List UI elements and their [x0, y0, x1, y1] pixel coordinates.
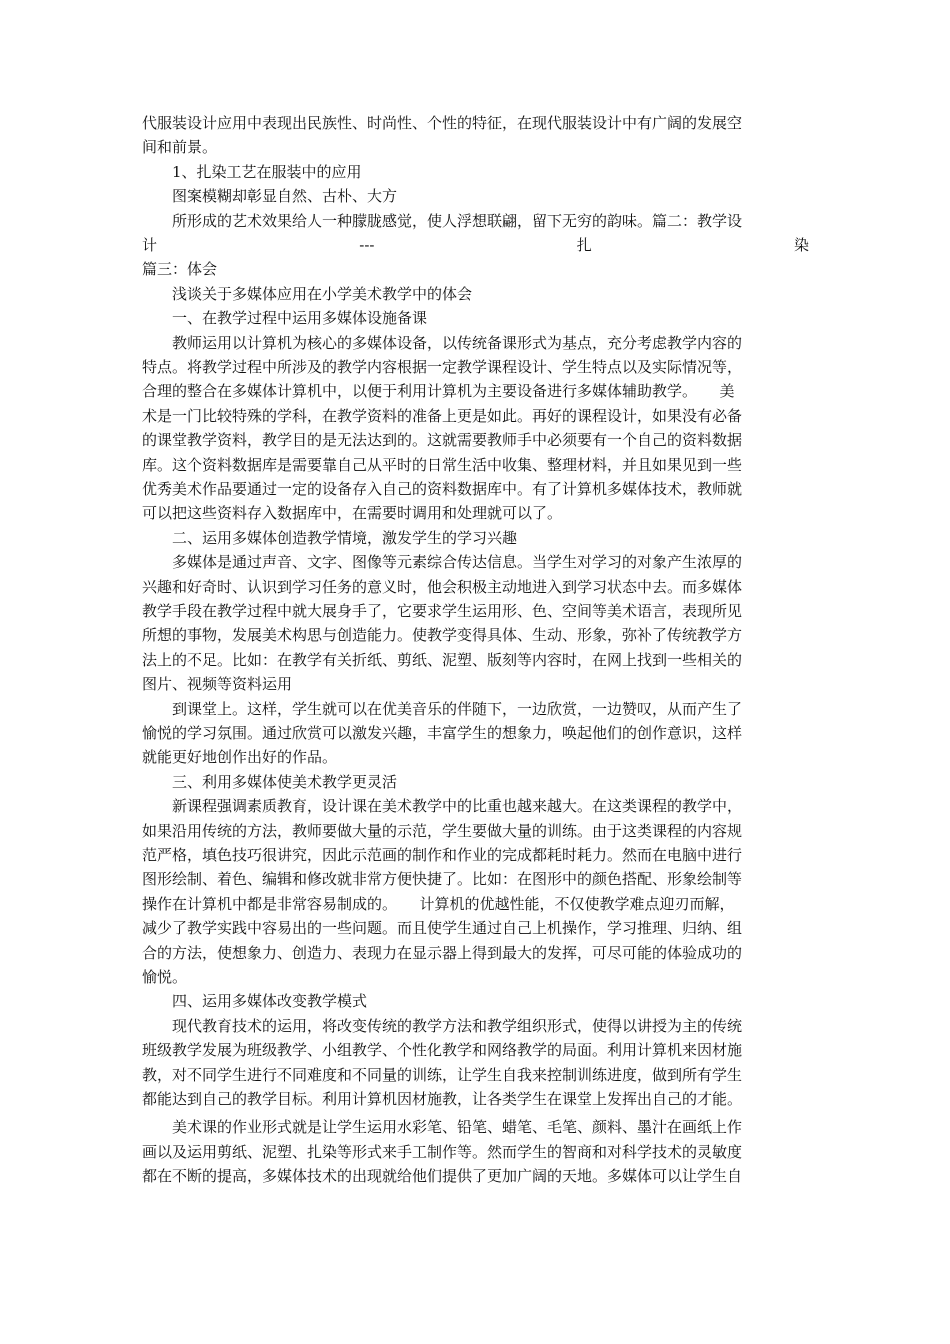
text-line: 间和前景。 [142, 138, 218, 157]
spread-word: 染 [793, 236, 809, 254]
text-line: 画以及运用剪纸、泥塑、扎染等形式来手工制作等。然而学生的智商和对科学技术的灵敏度 [142, 1142, 743, 1161]
text-line: 兴趣和好奇时、认识到学习任务的意义时，他会积极主动地进入到学习状态中去。而多媒体 [142, 577, 743, 596]
text-line: 美术课的作业形式就是让学生运用水彩笔、铅笔、蜡笔、毛笔、颜料、墨汁在画纸上作 [172, 1118, 743, 1137]
text-line: 1、扎染工艺在服装中的应用 [172, 162, 362, 181]
text-line: 术是一门比较特殊的学科，在教学资料的准备上更是如此。再好的课程设计，如果没有必备 [142, 406, 743, 425]
text-line: 到课堂上。这样，学生就可以在优美音乐的伴随下，一边欣赏，一边赞叹，从而产生了 [172, 699, 743, 718]
text-line: 库。这个资料数据库是需要靠自己从平时的日常生活中收集、整理材料，并且如果见到一些 [142, 455, 743, 474]
text-line: 愉悦。 [142, 968, 188, 986]
text-line: 就能更好地创作出好的作品。 [142, 748, 338, 767]
text-line: 愉悦的学习氛围。通过欣赏可以激发兴趣，丰富学生的想象力，唤起他们的创作意识，这样 [142, 724, 743, 742]
text-line: 可以把这些资料存入数据库中，在需要时调用和处理就可以了。 [142, 504, 563, 523]
spread-word: --- [359, 236, 375, 254]
text-line: 图案模糊却彰显自然、古朴、大方 [172, 187, 398, 206]
text-line: 篇三：体会 [142, 260, 218, 279]
text-line: 都能达到自己的教学目标。利用计算机因材施教，让各类学生在课堂上发挥出自己的才能。 [142, 1090, 743, 1108]
text-line: 四、运用多媒体改变教学模式 [172, 992, 368, 1011]
text-line: 都在不断的提高，多媒体技术的出现就给他们提供了更加广阔的天地。多媒体可以让学生自 [142, 1167, 743, 1186]
text-line: 法上的不足。比如：在教学有关折纸、剪纸、泥塑、版刻等内容时，在网上找到一些相关的 [142, 650, 743, 669]
text-line: 二、运用多媒体创造教学情境，激发学生的学习兴趣 [172, 528, 518, 547]
text-line: 优秀美术作品要通过一定的设备存入自己的资料数据库中。有了计算机多媒体技术，教师就 [142, 480, 743, 498]
text-line: 所形成的艺术效果给人一种朦胧感觉，使人浮想联翩，留下无穷的韵味。篇二：教学设 [172, 211, 743, 230]
text-line: 操作在计算机中都是非常容易制成的。 计算机的优越性能，不仅使教学难点迎刃而解， [142, 894, 735, 913]
text-line: 图片、视频等资料运用 [142, 675, 293, 694]
text-line: 所想的事物，发展美术构思与创造能力。使教学变得具体、生动、形象，弥补了传统教学方 [142, 626, 743, 645]
text-line: 图形绘制、着色、编辑和修改就非常方便快捷了。比如：在图形中的颜色搭配、形象绘制等 [142, 870, 743, 889]
text-line: 教学手段在教学过程中就大展身手了，它要求学生运用形、色、空间等美术语言，表现所见 [142, 602, 743, 620]
text-line: 合的方法，使想象力、创造力、表现力在显示器上得到最大的发挥，可尽可能的体验成功的 [142, 943, 743, 962]
text-line: 特点。将教学过程中所涉及的教学内容根据一定教学课程设计、学生特点以及实际情况等， [142, 358, 743, 376]
text-line: 三、利用多媒体使美术教学更灵活 [172, 772, 398, 791]
spread-word: 计 [142, 236, 158, 254]
text-line: 的课堂教学资料，教学目的是无法达到的。这就需要教师手中必须要有一个自己的资料数据 [142, 431, 743, 450]
text-line: 如果沿用传统的方法，教师要做大量的示范，学生要做大量的训练。由于这类课程的内容规 [142, 821, 743, 840]
text-line: 新课程强调素质教育，设计课在美术教学中的比重也越来越大。在这类课程的教学中， [172, 797, 743, 816]
text-line: 多媒体是通过声音、文字、图像等元素综合传达信息。当学生对学习的对象产生浓厚的 [172, 553, 743, 572]
text-line [142, 233, 809, 257]
text-line: 范严格，填色技巧很讲究，因此示范画的制作和作业的完成都耗时耗力。然而在电脑中进行 [142, 846, 743, 864]
text-line: 浅谈关于多媒体应用在小学美术教学中的体会 [172, 284, 473, 303]
text-line: 教，对不同学生进行不同难度和不同量的训练，让学生自我来控制训练进度，做到所有学生 [142, 1065, 743, 1084]
text-line: 现代教育技术的运用，将改变传统的教学方法和教学组织形式，使得以讲授为主的传统 [172, 1016, 743, 1035]
text-line: 合理的整合在多媒体计算机中，以便于利用计算机为主要设备进行多媒体辅助教学。 美 [142, 382, 735, 401]
text-line: 班级教学发展为班级教学、小组教学、个性化教学和网络教学的局面。利用计算机来因材施 [142, 1041, 743, 1060]
text-line: 代服装设计应用中表现出民族性、时尚性、个性的特征，在现代服装设计中有广阔的发展空 [142, 114, 743, 132]
text-line: 减少了教学实践中容易出的一些问题。而且使学生通过自己上机操作，学习推理、归纳、组 [142, 919, 743, 938]
text-line: 教师运用以计算机为核心的多媒体设备，以传统备课形式为基点，充分考虑教学内容的 [172, 333, 743, 352]
text-line: 一、在教学过程中运用多媒体设施备课 [172, 309, 428, 328]
spread-word: 扎 [576, 236, 592, 254]
